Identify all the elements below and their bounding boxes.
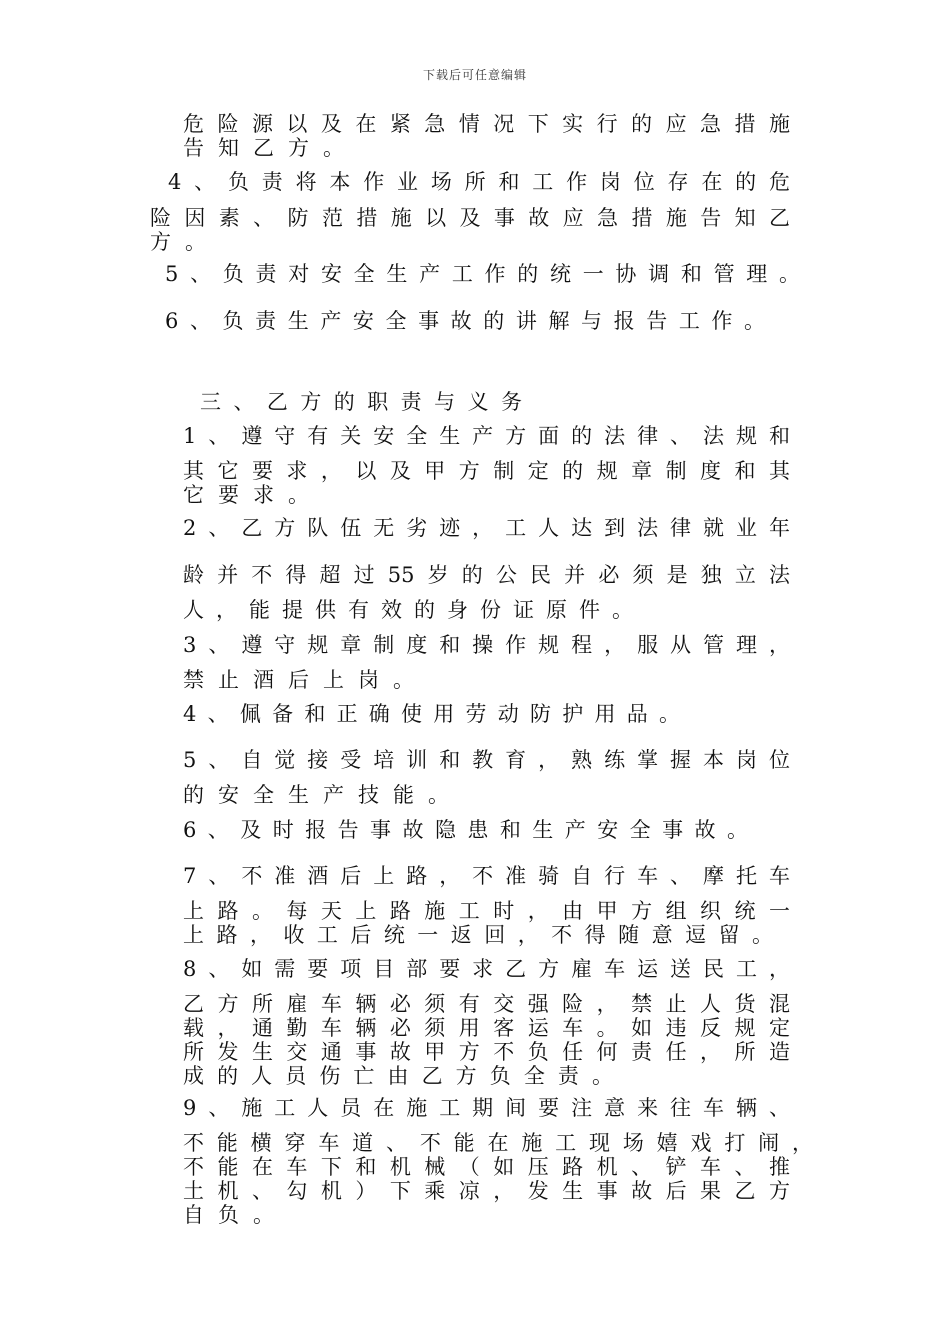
- paragraph-line: 告知乙方。: [183, 136, 358, 160]
- paragraph-line: 自负。: [183, 1203, 288, 1227]
- paragraph-line: 6、及时报告事故隐患和生产安全事故。: [183, 818, 748, 842]
- paragraph-line: 2、乙方队伍无劣迹，工人达到法律就业年: [183, 516, 790, 540]
- paragraph-line: 不能横穿车道、不能在施工现场嬉戏打闹，: [183, 1131, 813, 1155]
- paragraph-line: 4、负责将本作业场所和工作岗位存在的危: [168, 170, 790, 194]
- paragraph-line: 其它要求，以及甲方制定的规章制度和其: [183, 459, 790, 483]
- paragraph-line: 上路，收工后统一返回，不得随意逗留。: [183, 923, 773, 947]
- paragraph-line: 乙方所雇车辆必须有交强险，禁止人货混: [183, 992, 790, 1016]
- paragraph-line: 成的人员伤亡由乙方负全责。: [183, 1064, 613, 1088]
- paragraph-line: 禁止酒后上岗。: [183, 668, 428, 692]
- paragraph-line: 上路。每天上路施工时，由甲方组织统一: [183, 899, 790, 923]
- paragraph-line: 它要求。: [183, 483, 323, 507]
- paragraph-line: 8、如需要项目部要求乙方雇车运送民工，: [183, 957, 790, 981]
- paragraph-line: 方。: [150, 230, 220, 254]
- paragraph-line: 不能在车下和机械（如压路机、铲车、推: [183, 1155, 790, 1179]
- paragraph-line: 1、遵守有关安全生产方面的法律、法规和: [183, 424, 790, 448]
- paragraph-line: 的安全生产技能。: [183, 783, 463, 807]
- paragraph-line: 5、自觉接受培训和教育，熟练掌握本岗位: [183, 748, 790, 772]
- paragraph-line: 所发生交通事故甲方不负任何责任，所造: [183, 1040, 790, 1064]
- page-header: 下载后可任意编辑: [422, 68, 527, 82]
- paragraph-line: 6、负责生产安全事故的讲解与报告工作。: [165, 309, 765, 333]
- paragraph-line: 4、佩备和正确使用劳动防护用品。: [183, 702, 680, 726]
- paragraph-line: 险因素、防范措施以及事故应急措施告知乙: [150, 206, 790, 230]
- paragraph-line: 人，能提供有效的身份证原件。: [183, 598, 633, 622]
- paragraph-line: 危险源以及在紧急情况下实行的应急措施: [183, 112, 790, 136]
- paragraph-line: 载，通勤车辆必须用客运车。如违反规定: [183, 1016, 790, 1040]
- paragraph-line: 5、负责对安全生产工作的统一协调和管理。: [165, 262, 800, 286]
- paragraph-line: 7、不准酒后上路，不准骑自行车、摩托车: [183, 864, 790, 888]
- paragraph-line: 3、遵守规章制度和操作规程，服从管理，: [183, 633, 790, 657]
- paragraph-line: 龄并不得超过55岁的公民并必须是独立法: [183, 563, 790, 587]
- paragraph-line: 土机、勾机）下乘凉，发生事故后果乙方: [183, 1179, 790, 1203]
- paragraph-line: 9、施工人员在施工期间要注意来往车辆、: [183, 1096, 790, 1120]
- section-heading: 三、乙方的职责与义务: [200, 390, 522, 414]
